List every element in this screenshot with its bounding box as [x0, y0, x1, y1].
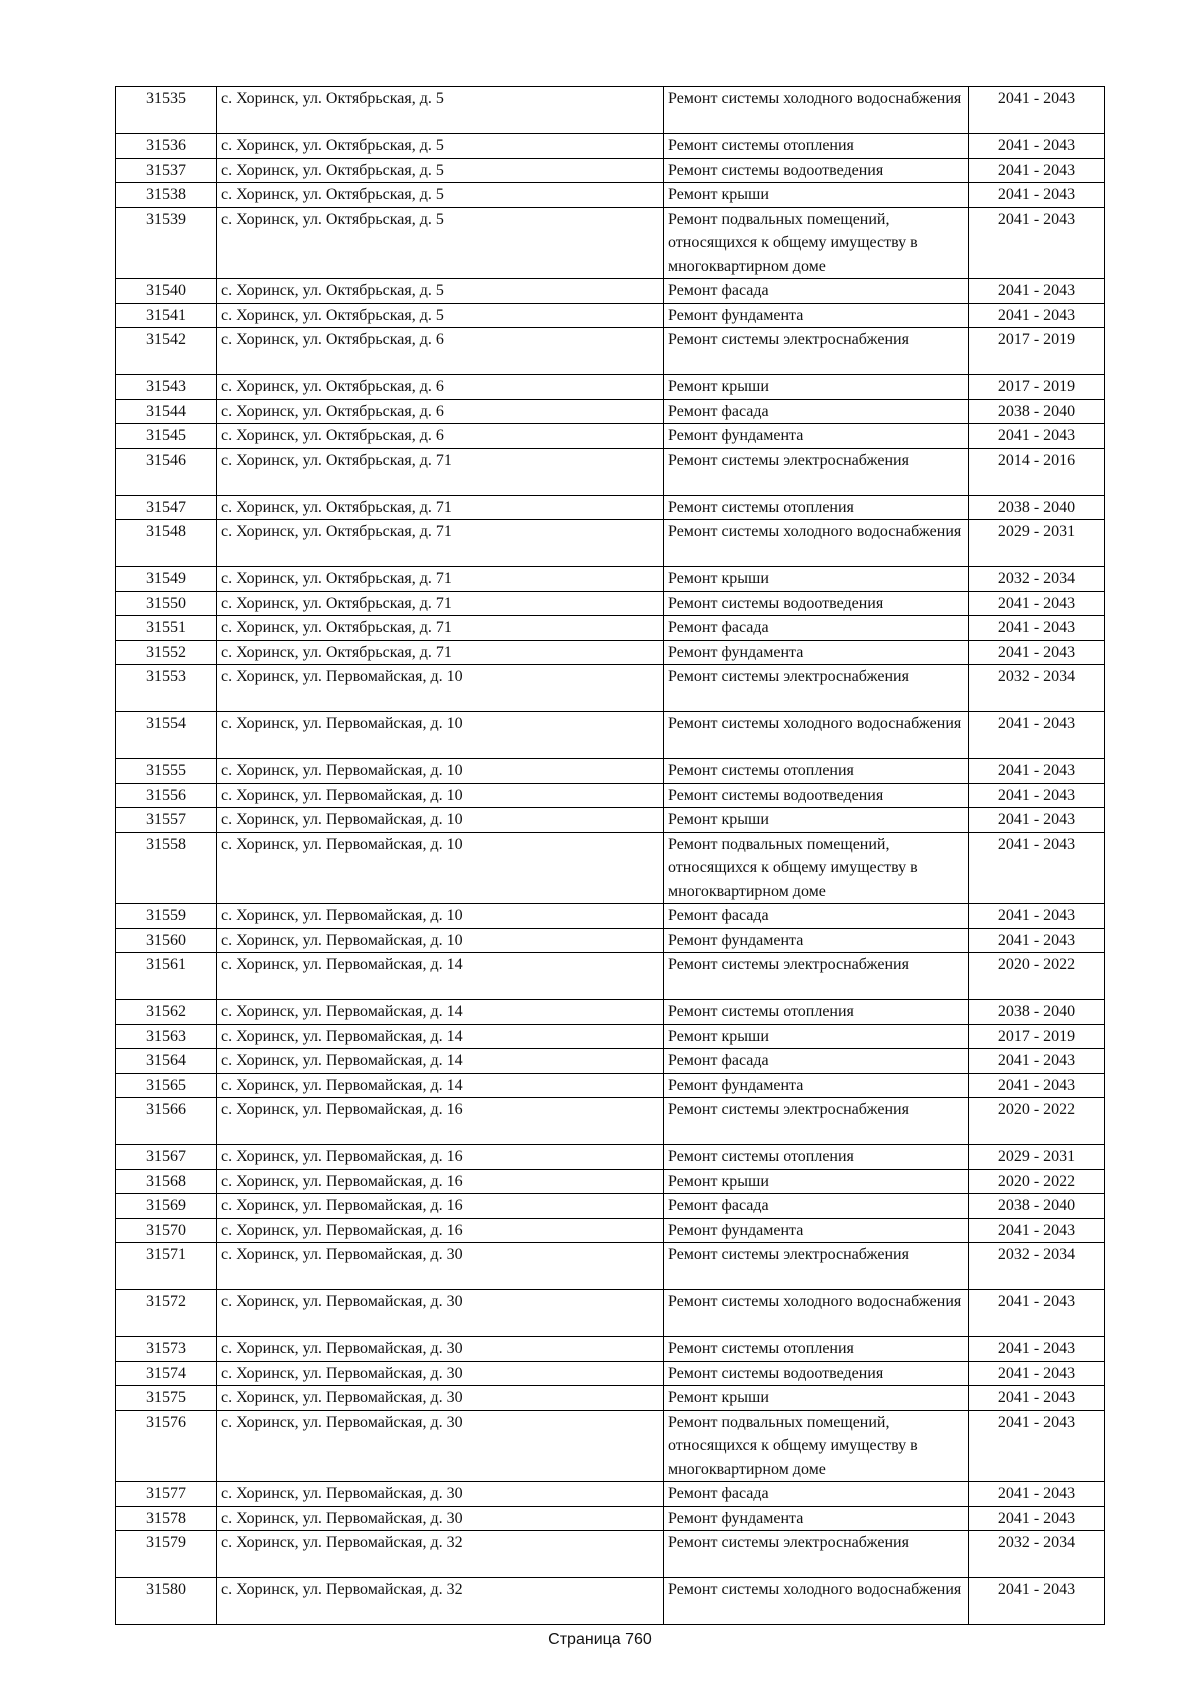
row-number: 31540	[116, 279, 217, 304]
table-row	[116, 399, 1105, 424]
table-row	[116, 424, 1105, 449]
row-address: с. Хоринск, ул. Первомайская, д. 10	[217, 712, 664, 759]
row-period: 2032 - 2034	[969, 1243, 1105, 1290]
row-address: с. Хоринск, ул. Первомайская, д. 10	[217, 759, 664, 784]
row-work-type: Ремонт системы электроснабжения	[664, 953, 969, 1000]
table-row	[116, 1098, 1105, 1145]
row-period: 2032 - 2034	[969, 665, 1105, 712]
row-work-type: Ремонт фасада	[664, 399, 969, 424]
row-number: 31554	[116, 712, 217, 759]
row-work-type: Ремонт фасада	[664, 1194, 969, 1219]
row-address: с. Хоринск, ул. Первомайская, д. 10	[217, 783, 664, 808]
row-number: 31543	[116, 375, 217, 400]
row-number: 31573	[116, 1337, 217, 1362]
row-period: 2020 - 2022	[969, 1098, 1105, 1145]
row-number: 31569	[116, 1194, 217, 1219]
table-row	[116, 1531, 1105, 1578]
row-work-type: Ремонт системы электроснабжения	[664, 1098, 969, 1145]
row-address: с. Хоринск, ул. Первомайская, д. 16	[217, 1218, 664, 1243]
row-address: с. Хоринск, ул. Октябрьская, д. 71	[217, 495, 664, 520]
table-row	[116, 158, 1105, 183]
row-number: 31553	[116, 665, 217, 712]
row-address: с. Хоринск, ул. Первомайская, д. 30	[217, 1386, 664, 1411]
table-row	[116, 1337, 1105, 1362]
row-work-type: Ремонт фундамента	[664, 1218, 969, 1243]
row-number: 31551	[116, 616, 217, 641]
table-row	[116, 712, 1105, 759]
row-work-type: Ремонт системы водоотведения	[664, 1361, 969, 1386]
row-period: 2041 - 2043	[969, 1410, 1105, 1482]
row-period: 2041 - 2043	[969, 279, 1105, 304]
row-period: 2020 - 2022	[969, 953, 1105, 1000]
row-work-type: Ремонт крыши	[664, 1386, 969, 1411]
table-row	[116, 328, 1105, 375]
row-period: 2038 - 2040	[969, 495, 1105, 520]
row-work-type: Ремонт системы холодного водоснабжения	[664, 87, 969, 134]
row-work-type: Ремонт крыши	[664, 375, 969, 400]
row-number: 31578	[116, 1506, 217, 1531]
row-period: 2041 - 2043	[969, 783, 1105, 808]
row-number: 31550	[116, 591, 217, 616]
row-period: 2041 - 2043	[969, 808, 1105, 833]
row-period: 2041 - 2043	[969, 1578, 1105, 1625]
row-number: 31571	[116, 1243, 217, 1290]
row-work-type: Ремонт фундамента	[664, 928, 969, 953]
row-address: с. Хоринск, ул. Первомайская, д. 16	[217, 1098, 664, 1145]
row-number: 31538	[116, 183, 217, 208]
row-address: с. Хоринск, ул. Октябрьская, д. 6	[217, 424, 664, 449]
row-number: 31542	[116, 328, 217, 375]
row-number: 31556	[116, 783, 217, 808]
repair-schedule-table	[115, 86, 1105, 1625]
row-address: с. Хоринск, ул. Октябрьская, д. 5	[217, 303, 664, 328]
row-address: с. Хоринск, ул. Первомайская, д. 14	[217, 1000, 664, 1025]
table-row	[116, 1049, 1105, 1074]
table-row	[116, 207, 1105, 279]
row-period: 2038 - 2040	[969, 1000, 1105, 1025]
row-number: 31574	[116, 1361, 217, 1386]
table-row	[116, 808, 1105, 833]
table-row	[116, 616, 1105, 641]
row-number: 31577	[116, 1482, 217, 1507]
row-work-type: Ремонт фасада	[664, 1049, 969, 1074]
row-address: с. Хоринск, ул. Первомайская, д. 30	[217, 1337, 664, 1362]
row-period: 2041 - 2043	[969, 928, 1105, 953]
row-work-type: Ремонт фундамента	[664, 1506, 969, 1531]
row-address: с. Хоринск, ул. Октябрьская, д. 71	[217, 448, 664, 495]
row-work-type: Ремонт крыши	[664, 567, 969, 592]
row-number: 31535	[116, 87, 217, 134]
table-row	[116, 1218, 1105, 1243]
row-work-type: Ремонт крыши	[664, 1169, 969, 1194]
row-address: с. Хоринск, ул. Первомайская, д. 30	[217, 1482, 664, 1507]
row-address: с. Хоринск, ул. Октябрьская, д. 5	[217, 158, 664, 183]
row-work-type: Ремонт крыши	[664, 808, 969, 833]
row-number: 31575	[116, 1386, 217, 1411]
row-address: с. Хоринск, ул. Первомайская, д. 32	[217, 1531, 664, 1578]
row-address: с. Хоринск, ул. Первомайская, д. 30	[217, 1410, 664, 1482]
row-period: 2041 - 2043	[969, 616, 1105, 641]
row-work-type: Ремонт крыши	[664, 1024, 969, 1049]
row-period: 2041 - 2043	[969, 303, 1105, 328]
row-number: 31576	[116, 1410, 217, 1482]
table-row	[116, 303, 1105, 328]
row-period: 2017 - 2019	[969, 375, 1105, 400]
row-work-type: Ремонт системы отопления	[664, 495, 969, 520]
row-work-type: Ремонт подвальных помещений, относящихся к общему имуществу в многоквартирном доме	[664, 1410, 969, 1482]
row-period: 2041 - 2043	[969, 1482, 1105, 1507]
row-address: с. Хоринск, ул. Октябрьская, д. 5	[217, 183, 664, 208]
row-period: 2041 - 2043	[969, 832, 1105, 904]
row-number: 31555	[116, 759, 217, 784]
row-number: 31541	[116, 303, 217, 328]
table-row	[116, 1386, 1105, 1411]
table-row	[116, 87, 1105, 134]
row-work-type: Ремонт системы электроснабжения	[664, 665, 969, 712]
row-address: с. Хоринск, ул. Первомайская, д. 30	[217, 1243, 664, 1290]
row-number: 31539	[116, 207, 217, 279]
row-work-type: Ремонт системы электроснабжения	[664, 1531, 969, 1578]
row-address: с. Хоринск, ул. Октябрьская, д. 5	[217, 87, 664, 134]
row-work-type: Ремонт системы отопления	[664, 1145, 969, 1170]
row-number: 31565	[116, 1073, 217, 1098]
row-work-type: Ремонт системы отопления	[664, 134, 969, 159]
row-address: с. Хоринск, ул. Первомайская, д. 14	[217, 1049, 664, 1074]
row-address: с. Хоринск, ул. Первомайская, д. 16	[217, 1194, 664, 1219]
row-address: с. Хоринск, ул. Октябрьская, д. 71	[217, 591, 664, 616]
row-period: 2041 - 2043	[969, 759, 1105, 784]
table-row	[116, 183, 1105, 208]
row-work-type: Ремонт крыши	[664, 183, 969, 208]
row-work-type: Ремонт подвальных помещений, относящихся к общему имуществу в многоквартирном доме	[664, 207, 969, 279]
row-number: 31547	[116, 495, 217, 520]
row-address: с. Хоринск, ул. Октябрьская, д. 5	[217, 279, 664, 304]
table-row	[116, 134, 1105, 159]
table-row	[116, 640, 1105, 665]
row-address: с. Хоринск, ул. Октябрьская, д. 71	[217, 520, 664, 567]
row-number: 31567	[116, 1145, 217, 1170]
table-row	[116, 1482, 1105, 1507]
row-work-type: Ремонт системы водоотведения	[664, 783, 969, 808]
row-period: 2041 - 2043	[969, 640, 1105, 665]
row-number: 31572	[116, 1290, 217, 1337]
row-period: 2041 - 2043	[969, 904, 1105, 929]
row-period: 2041 - 2043	[969, 183, 1105, 208]
row-number: 31563	[116, 1024, 217, 1049]
table-body	[116, 87, 1105, 1625]
table-row	[116, 1290, 1105, 1337]
page-number: Страница 760	[548, 1631, 652, 1648]
table-row	[116, 448, 1105, 495]
row-address: с. Хоринск, ул. Октябрьская, д. 71	[217, 640, 664, 665]
row-work-type: Ремонт системы отопления	[664, 1000, 969, 1025]
row-work-type: Ремонт фундамента	[664, 303, 969, 328]
row-period: 2041 - 2043	[969, 1218, 1105, 1243]
table-row	[116, 1169, 1105, 1194]
table-row	[116, 1073, 1105, 1098]
row-number: 31537	[116, 158, 217, 183]
row-number: 31544	[116, 399, 217, 424]
row-work-type: Ремонт системы электроснабжения	[664, 328, 969, 375]
table-row	[116, 279, 1105, 304]
row-work-type: Ремонт системы электроснабжения	[664, 448, 969, 495]
row-work-type: Ремонт системы холодного водоснабжения	[664, 1578, 969, 1625]
table-row	[116, 665, 1105, 712]
row-work-type: Ремонт системы отопления	[664, 1337, 969, 1362]
row-address: с. Хоринск, ул. Октябрьская, д. 6	[217, 328, 664, 375]
table-row	[116, 928, 1105, 953]
table-row	[116, 567, 1105, 592]
row-period: 2038 - 2040	[969, 1194, 1105, 1219]
row-address: с. Хоринск, ул. Первомайская, д. 10	[217, 808, 664, 833]
row-work-type: Ремонт фундамента	[664, 640, 969, 665]
row-work-type: Ремонт фасада	[664, 1482, 969, 1507]
row-period: 2041 - 2043	[969, 1290, 1105, 1337]
row-address: с. Хоринск, ул. Первомайская, д. 32	[217, 1578, 664, 1625]
row-address: с. Хоринск, ул. Первомайская, д. 16	[217, 1169, 664, 1194]
row-period: 2041 - 2043	[969, 1049, 1105, 1074]
row-address: с. Хоринск, ул. Первомайская, д. 30	[217, 1290, 664, 1337]
row-period: 2041 - 2043	[969, 712, 1105, 759]
row-work-type: Ремонт фасада	[664, 616, 969, 641]
row-period: 2041 - 2043	[969, 1073, 1105, 1098]
row-address: с. Хоринск, ул. Октябрьская, д. 6	[217, 375, 664, 400]
row-address: с. Хоринск, ул. Первомайская, д. 30	[217, 1361, 664, 1386]
row-work-type: Ремонт подвальных помещений, относящихся к общему имуществу в многоквартирном доме	[664, 832, 969, 904]
row-work-type: Ремонт системы отопления	[664, 759, 969, 784]
row-address: с. Хоринск, ул. Первомайская, д. 10	[217, 928, 664, 953]
row-address: с. Хоринск, ул. Первомайская, д. 14	[217, 953, 664, 1000]
row-number: 31564	[116, 1049, 217, 1074]
row-period: 2029 - 2031	[969, 1145, 1105, 1170]
table-row	[116, 904, 1105, 929]
row-number: 31579	[116, 1531, 217, 1578]
row-number: 31580	[116, 1578, 217, 1625]
row-work-type: Ремонт системы холодного водоснабжения	[664, 1290, 969, 1337]
row-period: 2041 - 2043	[969, 87, 1105, 134]
row-number: 31548	[116, 520, 217, 567]
table-row	[116, 1361, 1105, 1386]
table-row	[116, 1243, 1105, 1290]
row-period: 2017 - 2019	[969, 1024, 1105, 1049]
table-row	[116, 832, 1105, 904]
row-address: с. Хоринск, ул. Первомайская, д. 10	[217, 832, 664, 904]
row-period: 2041 - 2043	[969, 424, 1105, 449]
row-address: с. Хоринск, ул. Первомайская, д. 14	[217, 1024, 664, 1049]
row-address: с. Хоринск, ул. Октябрьская, д. 5	[217, 207, 664, 279]
row-work-type: Ремонт фундамента	[664, 1073, 969, 1098]
table-row	[116, 1145, 1105, 1170]
row-address: с. Хоринск, ул. Октябрьская, д. 5	[217, 134, 664, 159]
row-number: 31549	[116, 567, 217, 592]
row-period: 2014 - 2016	[969, 448, 1105, 495]
row-number: 31559	[116, 904, 217, 929]
row-number: 31557	[116, 808, 217, 833]
row-work-type: Ремонт системы электроснабжения	[664, 1243, 969, 1290]
row-number: 31546	[116, 448, 217, 495]
row-number: 31562	[116, 1000, 217, 1025]
row-address: с. Хоринск, ул. Первомайская, д. 30	[217, 1506, 664, 1531]
table-row	[116, 591, 1105, 616]
row-work-type: Ремонт системы холодного водоснабжения	[664, 712, 969, 759]
row-period: 2041 - 2043	[969, 134, 1105, 159]
row-period: 2041 - 2043	[969, 591, 1105, 616]
table-row	[116, 1506, 1105, 1531]
row-period: 2029 - 2031	[969, 520, 1105, 567]
table-row	[116, 759, 1105, 784]
row-period: 2041 - 2043	[969, 1361, 1105, 1386]
row-period: 2032 - 2034	[969, 567, 1105, 592]
row-address: с. Хоринск, ул. Первомайская, д. 14	[217, 1073, 664, 1098]
table-row	[116, 783, 1105, 808]
row-address: с. Хоринск, ул. Октябрьская, д. 71	[217, 616, 664, 641]
row-work-type: Ремонт системы водоотведения	[664, 591, 969, 616]
table-row	[116, 953, 1105, 1000]
table-row	[116, 1000, 1105, 1025]
row-work-type: Ремонт фасада	[664, 904, 969, 929]
row-address: с. Хоринск, ул. Первомайская, д. 10	[217, 904, 664, 929]
row-address: с. Хоринск, ул. Первомайская, д. 16	[217, 1145, 664, 1170]
row-number: 31561	[116, 953, 217, 1000]
row-number: 31545	[116, 424, 217, 449]
row-period: 2041 - 2043	[969, 1337, 1105, 1362]
table-row	[116, 1024, 1105, 1049]
row-number: 31536	[116, 134, 217, 159]
row-number: 31560	[116, 928, 217, 953]
row-period: 2038 - 2040	[969, 399, 1105, 424]
row-number: 31566	[116, 1098, 217, 1145]
table-row	[116, 495, 1105, 520]
row-work-type: Ремонт системы водоотведения	[664, 158, 969, 183]
row-period: 2041 - 2043	[969, 207, 1105, 279]
table-row	[116, 1410, 1105, 1482]
row-period: 2041 - 2043	[969, 158, 1105, 183]
row-address: с. Хоринск, ул. Октябрьская, д. 6	[217, 399, 664, 424]
row-address: с. Хоринск, ул. Октябрьская, д. 71	[217, 567, 664, 592]
row-work-type: Ремонт фундамента	[664, 424, 969, 449]
row-period: 2041 - 2043	[969, 1386, 1105, 1411]
row-number: 31558	[116, 832, 217, 904]
table-row	[116, 375, 1105, 400]
row-work-type: Ремонт системы холодного водоснабжения	[664, 520, 969, 567]
row-address: с. Хоринск, ул. Первомайская, д. 10	[217, 665, 664, 712]
table-row	[116, 1578, 1105, 1625]
row-period: 2032 - 2034	[969, 1531, 1105, 1578]
table-row	[116, 1194, 1105, 1219]
row-number: 31568	[116, 1169, 217, 1194]
row-number: 31570	[116, 1218, 217, 1243]
table-row	[116, 520, 1105, 567]
row-number: 31552	[116, 640, 217, 665]
row-period: 2020 - 2022	[969, 1169, 1105, 1194]
row-work-type: Ремонт фасада	[664, 279, 969, 304]
row-period: 2041 - 2043	[969, 1506, 1105, 1531]
row-period: 2017 - 2019	[969, 328, 1105, 375]
